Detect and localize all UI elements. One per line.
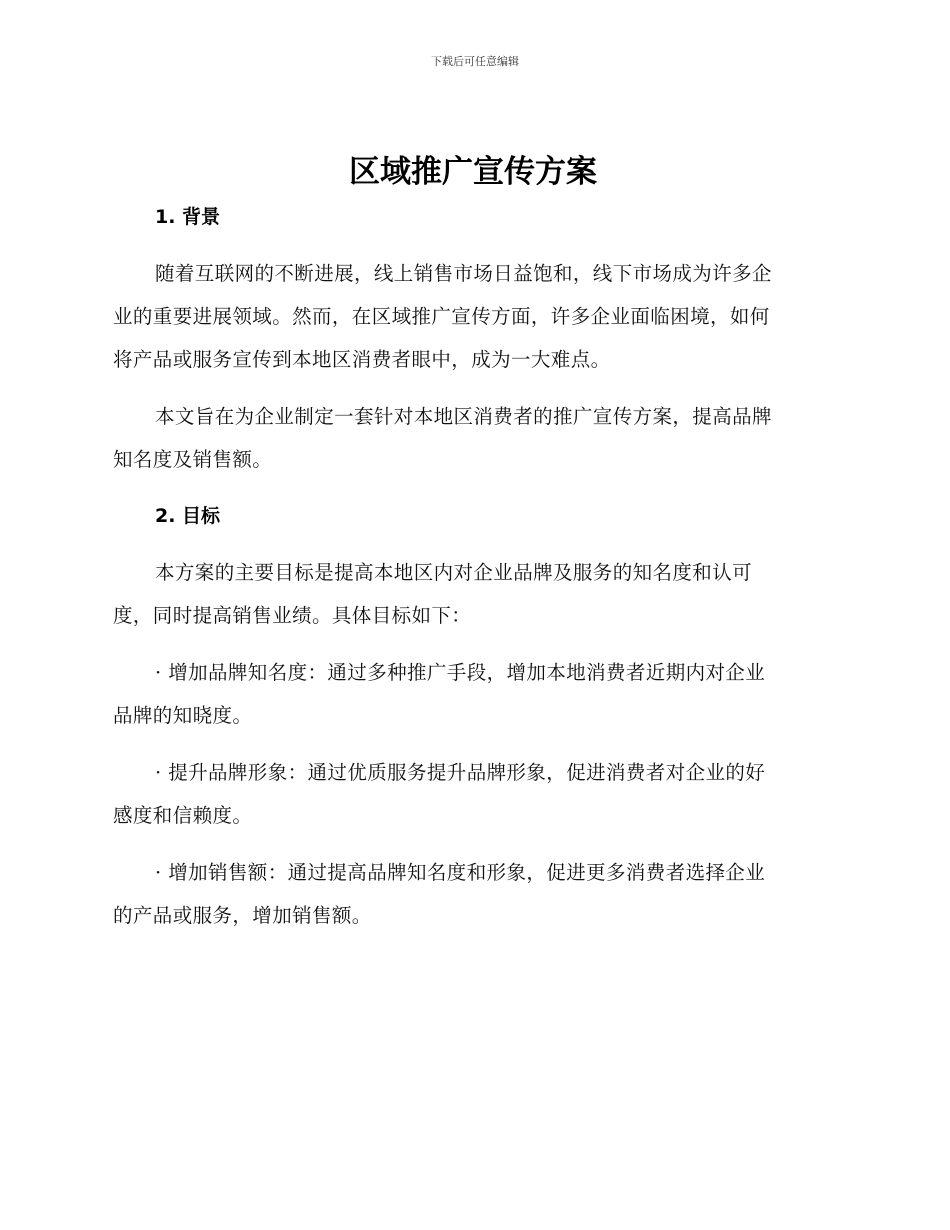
document-title: 区域推广宣传方案 xyxy=(349,154,597,190)
bullet-item xyxy=(113,651,833,737)
paragraph-line: 度，同时提高销售业绩。具体目标如下： xyxy=(113,604,472,627)
bullet-item xyxy=(113,851,833,937)
section-goals xyxy=(113,503,833,937)
section-background xyxy=(113,204,833,481)
paragraph-line: 品牌的知晓度。 xyxy=(113,704,253,727)
paragraph-line: 业的重要进展领域。然而，在区域推广宣传方面，许多企业面临困境，如何 xyxy=(113,305,770,328)
section-heading: 2. 目标 xyxy=(155,505,221,527)
paragraph-line: 本方案的主要目标是提高本地区内对企业品牌及服务的知名度和认可 xyxy=(155,561,753,584)
paragraph-line: 的产品或服务，增加销售额。 xyxy=(113,904,372,927)
paragraph-line: 本文旨在为企业制定一套针对本地区消费者的推广宣传方案，提高品牌 xyxy=(155,405,772,428)
paragraph-line: 随着互联网的不断进展，线上销售市场日益饱和，线下市场成为许多企 xyxy=(155,262,772,285)
paragraph-line: 知名度及销售额。 xyxy=(113,448,273,471)
paragraph-line: · 增加品牌知名度：通过多种推广手段，增加本地消费者近期内对企业 xyxy=(155,661,766,684)
paragraph xyxy=(113,395,833,481)
paragraph-line: · 提升品牌形象：通过优质服务提升品牌形象，促进消费者对企业的好 xyxy=(155,761,766,784)
paragraph xyxy=(113,252,833,381)
bullet-item xyxy=(113,751,833,837)
document-body xyxy=(113,148,833,951)
paragraph-line: 将产品或服务宣传到本地区消费者眼中，成为一大难点。 xyxy=(113,348,611,371)
paragraph-line: 感度和信赖度。 xyxy=(113,804,253,827)
paragraph-line: · 增加销售额：通过提高品牌知名度和形象，促进更多消费者选择企业 xyxy=(155,861,766,884)
paragraph xyxy=(113,551,833,637)
page-header-note: 下载后可任意编辑 xyxy=(431,55,519,68)
section-heading: 1. 背景 xyxy=(155,206,221,228)
